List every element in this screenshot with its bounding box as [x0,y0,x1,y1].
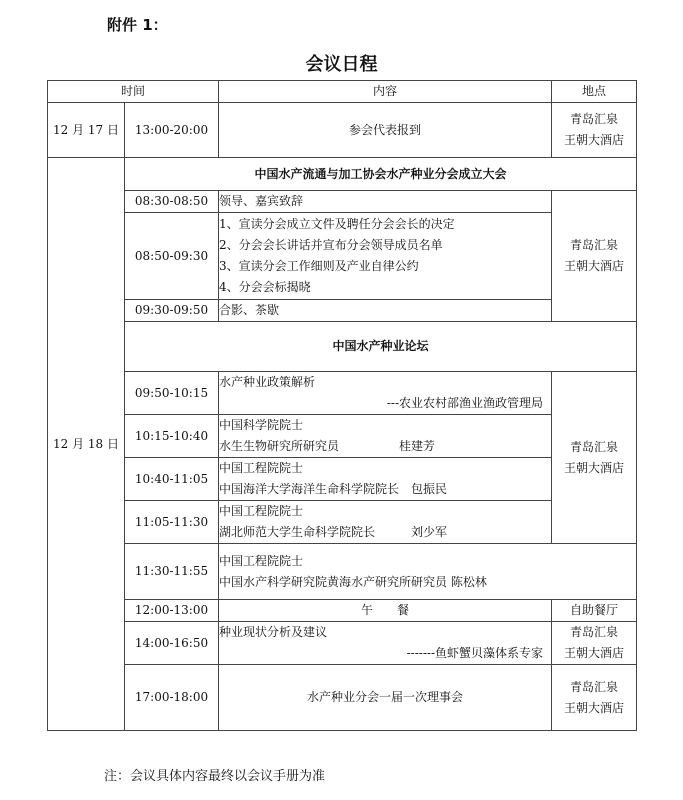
content-cell [219,622,552,665]
talk-title: 种业现状分析及建议 [219,625,328,639]
time-cell: 12:00-13:00 [125,600,219,622]
content-cell: 领导、嘉宾致辞 [219,191,552,213]
agenda-item: 4、分会会标揭晓 [219,280,311,294]
speaker-affiliation: 中国海洋大学海洋生命科学院院长 包振民 [219,482,448,496]
venue-line: 王朝大酒店 [564,460,625,475]
date-day1: 12 月 17 日 [48,103,125,158]
venue-line: 王朝大酒店 [564,133,625,147]
venue-line: 青岛汇泉 [570,238,619,252]
venue-cell [552,622,637,665]
table-row [48,191,637,213]
page-title: 会议日程 [305,54,378,75]
content-cell: 午 餐 [219,600,552,622]
table-row [48,544,637,600]
speaker-title: 中国工程院院士 [219,553,304,568]
table-row [48,103,637,158]
time-cell: 09:30-09:50 [125,300,219,322]
venue-line: 青岛汇泉 [570,679,619,694]
content-cell [219,501,552,544]
time-cell: 17:00-18:00 [125,665,219,731]
table-row [48,372,637,415]
talk-speaker: ---农业农村部渔业渔政管理局 [386,396,544,410]
content-cell [219,458,552,501]
venue-cell [552,372,637,544]
venue-cell [552,103,637,158]
time-cell: 08:30-08:50 [125,191,219,213]
speaker-title: 中国工程院院士 [219,504,304,518]
content-cell: 合影、茶歇 [219,300,552,322]
speaker-title: 中国工程院院士 [219,461,304,475]
table-header-row [48,81,637,103]
speaker-affiliation: 中国水产科学研究院黄海水产研究所研究员 陈松林 [219,574,487,589]
table-row [48,415,637,458]
time-cell: 14:00-16:50 [125,622,219,665]
venue-line: 王朝大酒店 [564,259,625,273]
time-cell: 10:15-10:40 [125,415,219,458]
venue-line: 青岛汇泉 [570,112,619,126]
speaker-title: 中国科学院院士 [219,418,304,432]
venue-line: 王朝大酒店 [564,646,625,660]
content-cell [219,415,552,458]
venue-line: 青岛汇泉 [570,439,619,454]
venue-line: 青岛汇泉 [570,625,619,639]
section-title-forum: 中国水产种业论坛 [125,322,637,372]
time-cell: 08:50-09:30 [125,213,219,300]
table-row [48,622,637,665]
talk-speaker: -------鱼虾蟹贝藻体系专家 [406,646,544,660]
content-cell [219,372,552,415]
header-content: 内容 [219,81,552,103]
table-row [48,600,637,622]
header-time: 时间 [48,81,219,103]
venue-cell [552,191,637,322]
venue-cell [552,665,637,731]
agenda-item: 1、宣读分会成立文件及聘任分会会长的决定 [219,217,455,231]
table-row [48,665,637,731]
table-row [48,501,637,544]
talk-title: 水产种业政策解析 [219,375,316,389]
content-cell: 参会代表报到 [219,103,552,158]
time-cell: 09:50-10:15 [125,372,219,415]
attachment-label: 附件 1： [107,16,168,34]
content-cell: 水产种业分会一届一次理事会 [219,665,552,731]
time-cell: 11:05-11:30 [125,501,219,544]
content-cell [219,213,552,300]
time-cell: 13:00-20:00 [125,103,219,158]
venue-line: 王朝大酒店 [564,700,625,715]
date-day2: 12 月 18 日 [48,158,125,731]
speaker-affiliation: 水生生物研究所研究员 桂建芳 [219,439,436,453]
section-row [48,322,637,372]
time-cell: 10:40-11:05 [125,458,219,501]
table-row [48,300,637,322]
header-venue: 地点 [552,81,637,103]
venue-cell: 自助餐厅 [552,600,637,622]
schedule-table [47,80,637,731]
time-cell: 11:30-11:55 [125,544,219,600]
section-title-founding: 中国水产流通与加工协会水产种业分会成立大会 [125,158,637,191]
speaker-affiliation: 湖北师范大学生命科学院院长 刘少军 [219,525,448,539]
table-row [48,458,637,501]
table-row [48,213,637,300]
agenda-item: 3、宣读分会工作细则及产业自律公约 [219,259,419,273]
content-cell [219,544,637,600]
agenda-item: 2、分会会长讲话并宣布分会领导成员名单 [219,238,443,252]
footnote: 注：会议具体内容最终以会议手册为准 [104,769,326,784]
section-row [48,158,637,191]
